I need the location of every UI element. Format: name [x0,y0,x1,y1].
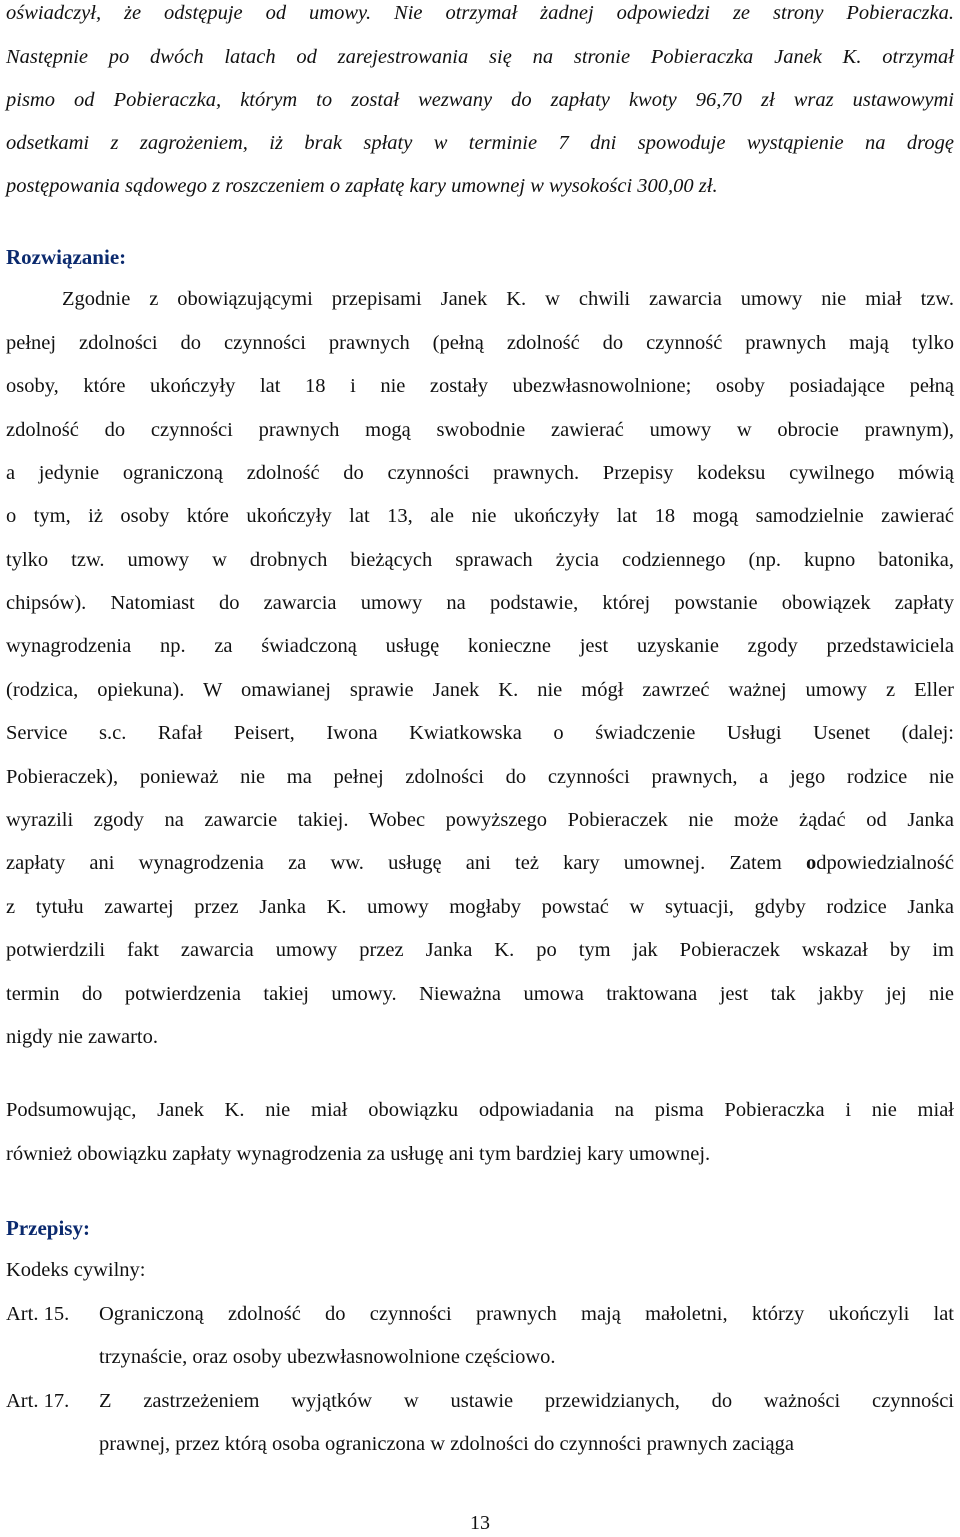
article-label: Art. 17. [6,1390,70,1412]
solution-line: nigdy nie zawarto. [6,1026,158,1048]
solution-line: o tym, iż osoby które ukończyły lat 13, ale nie ukończyły lat 18 mogą samodzielnie zawierać [6,505,954,527]
regulations-heading: Przepisy: [6,1216,90,1240]
solution-line: a jedynie ograniczoną zdolność do czynności prawnych. Przepisy kodeksu cywilnego mówią [6,462,954,484]
solution-line-text: zapłaty ani wynagrodzenia za ww. usługę ani też kary umownej. Zatem [6,852,806,874]
article-text: Ograniczoną zdolność do czynności prawnych mają małoletni, którzy ukończyli lat [99,1303,954,1325]
solution-line: z tytułu zawartej przez Janka K. umowy mogłaby powstać w sytuacji, gdyby rodzice Janka [6,896,954,918]
code-title: Kodeks cywilny: [6,1259,146,1281]
solution-line: pełnej zdolności do czynności prawnych (pełną zdolność do czynność prawnych mają tylko [6,332,954,354]
solution-line: osoby, które ukończyły lat 18 i nie zostały ubezwłasnowolnione; osoby posiadające pełną [6,375,954,397]
summary-line: Podsumowując, Janek K. nie miał obowiązku odpowiadania na pisma Pobieraczka i nie miał [6,1099,954,1121]
case-line: postępowania sądowego z roszczeniem o zapłatę kary umownej w wysokości 300,00 zł. [6,175,718,197]
solution-heading: Rozwiązanie: [6,245,127,269]
article-label: Art. 15. [6,1303,70,1325]
solution-line: Service s.c. Rafał Peisert, Iwona Kwiatkowska o świadczenie Usługi Usenet (dalej: [6,722,954,744]
solution-line: wyrazili zgody na zawarcie takiej. Wobec powyższego Pobieraczek nie może żądać od Janka [6,809,954,831]
solution-line: (rodzica, opiekuna). W omawianej sprawie Janek K. nie mógł zawrzeć ważnej umowy z Eller [6,679,954,701]
solution-line: Zgodnie z obowiązującymi przepisami Janek K. w chwili zawarcia umowy nie miał tzw. [62,288,954,310]
solution-line: tylko tzw. umowy w drobnych bieżących sprawach życia codziennego (np. kupno batonika, [6,549,954,571]
article-text-cont: prawnej, przez którą osoba ograniczona w zdolności do czynności prawnych zaciąga [99,1433,794,1455]
solution-line-text-rest: dpowiedzialność [816,852,954,874]
article-text: Z zastrzeżeniem wyjątków w ustawie przewidzianych, do ważności czynności [99,1390,954,1412]
solution-line: termin do potwierdzenia takiej umowy. Nieważna umowa traktowana jest tak jakby jej nie [6,983,954,1005]
summary-line: również obowiązku zapłaty wynagrodzenia za usługę ani tym bardziej kary umownej. [6,1143,711,1165]
case-line: oświadczył, że odstępuje od umowy. Nie otrzymał żadnej odpowiedzi ze strony Pobieraczka. [6,2,954,24]
solution-line: Pobieraczek), ponieważ nie ma pełnej zdolności do czynności prawnych, a jego rodzice nie [6,766,954,788]
case-line: Następnie po dwóch latach od zarejestrowania się na stronie Pobieraczka Janek K. otrzymał [6,46,954,68]
solution-line: zdolność do czynności prawnych mogą swobodnie zawierać umowy w obrocie prawnym), [6,419,954,441]
document-page [6,0,954,1537]
article-text-cont: trzynaście, oraz osoby ubezwłasnowolnione częściowo. [99,1346,556,1368]
bold-letter: o [805,852,817,874]
case-line: odsetkami z zagrożeniem, iż brak spłaty w terminie 7 dni spowoduje wystąpienie na drogę [6,132,954,154]
page-number: 13 [470,1512,490,1534]
case-line: pismo od Pobieraczka, którym to został wezwany do zapłaty kwoty 96,70 zł wraz ustawowymi [6,89,954,111]
solution-line: potwierdzili fakt zawarcia umowy przez Janka K. po tym jak Pobieraczek wskazał by im [6,939,954,961]
solution-line: wynagrodzenia np. za świadczoną usługę konieczne jest uzyskanie zgody przedstawiciela [6,635,954,657]
solution-line-with-bold [6,852,954,875]
solution-line: chipsów). Natomiast do zawarcia umowy na podstawie, której powstanie obowiązek zapłaty [6,592,954,614]
